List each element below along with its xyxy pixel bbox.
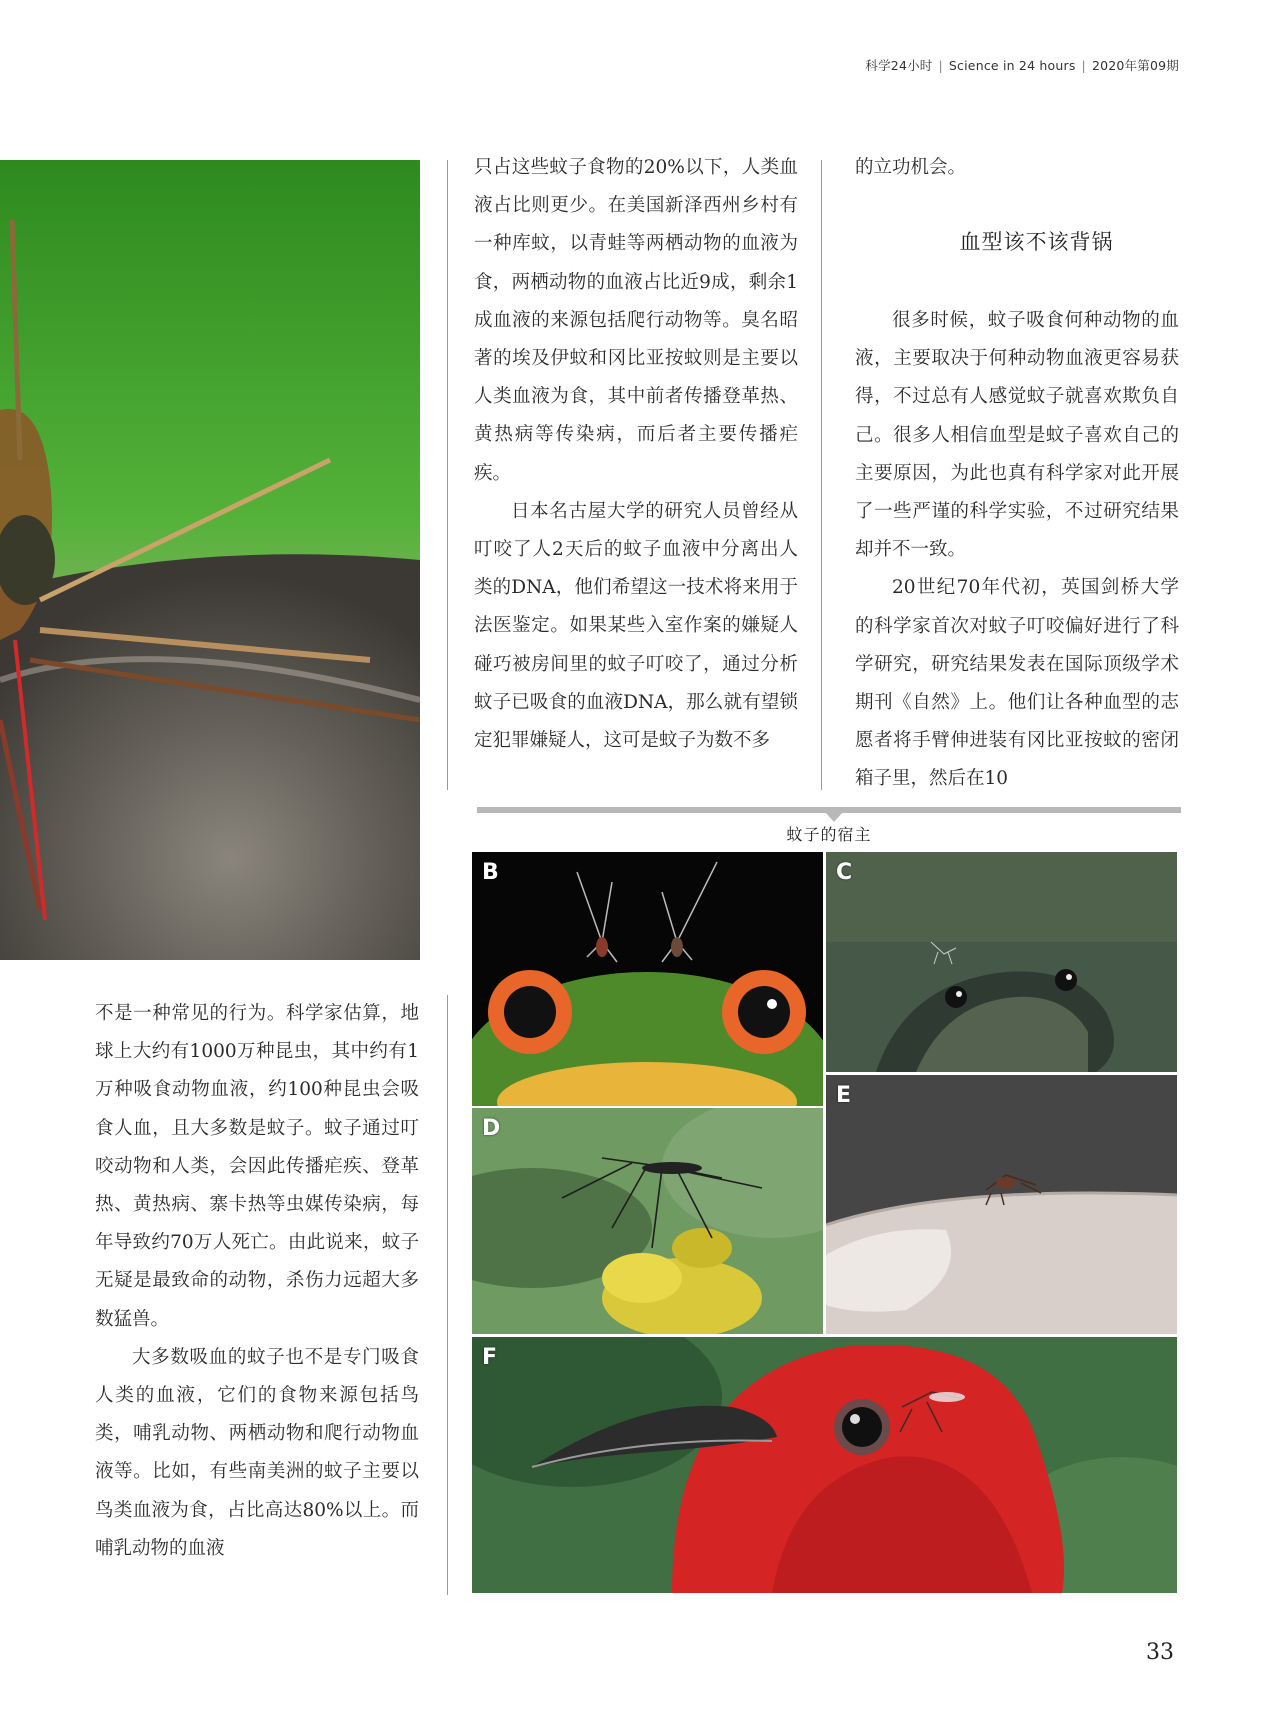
panel-f-bird-photo — [472, 1337, 1177, 1593]
right-text-column — [855, 302, 1179, 799]
middle-paragraph-2: 日本名古屋大学的研究人员曾经从叮咬了人2天后的蚊子血液中分离出人类的DNA，他们希望这一技术将来用于法医鉴定。如果某些入室作案的嫌疑人碰巧被房间里的蚊子叮咬了，通过分析蚊子已吸食的血液DNA，那么就有望锁定犯罪嫌疑人，这可是蚊子为数不多 — [474, 500, 798, 752]
caption-notch — [825, 812, 843, 822]
panel-b-label: B — [482, 860, 499, 885]
magazine-english-name: Science in 24 hours — [948, 58, 1076, 73]
column-divider-mid — [447, 160, 448, 790]
panel-e-finger-photo — [826, 1075, 1177, 1334]
middle-paragraph-1: 只占这些蚊子食物的20%以下，人类血液占比则更少。在美国新泽西州乡村有一种库蚊，以青蛙等两栖动物的血液为食，两栖动物的血液占比近9成，剩余1成血液的来源包括爬行动物等。臭名昭著的埃及伊蚊和冈比亚按蚊则是主要以人类血液为食，其中前者传播登革热、黄热病等传染病，而后者主要传播疟疾。 — [474, 157, 798, 484]
panel-d-label: D — [482, 1116, 501, 1141]
right-text-column-top — [855, 149, 1179, 187]
magazine-name: 科学24小时 — [865, 58, 933, 73]
page-number: 33 — [1146, 1640, 1174, 1665]
right-paragraph-0: 的立功机会。 — [855, 157, 967, 178]
panel-d-flower-photo — [472, 1108, 823, 1334]
left-paragraph-1: 不是一种常见的行为。科学家估算，地球上大约有1000万种昆虫，其中约有1万种吸食动物血液，约100种昆虫会吸食人血，且大多数是蚊子。蚊子通过叮咬动物和人类，会因此传播疟疾、登革热、黄热病、寨卡热等虫媒传染病，每年导致约70万人死亡。由此说来，蚊子无疑是最致命的动物，杀伤力远超大多数猛兽。 — [95, 1003, 419, 1330]
panel-c-snake-photo — [826, 852, 1177, 1072]
column-divider-right — [821, 160, 822, 790]
section-title: 血型该不该背锅 — [959, 230, 1114, 254]
right-paragraph-1: 很多时候，蚊子吸食何种动物的血液，主要取决于何种动物血液更容易获得，不过总有人感觉蚊子就喜欢欺负自己。很多人相信血型是蚊子喜欢自己的主要原因，为此也真有科学家对此开展了一些严谨的科学实验，不过研究结果却并不一致。 — [855, 310, 1179, 561]
running-header: 科学24小时 | Science in 24 hours | 2020年第09期 — [865, 58, 1179, 73]
middle-text-column — [474, 149, 798, 760]
right-paragraph-2: 20世纪70年代初，英国剑桥大学的科学家首次对蚊子叮咬偏好进行了科学研究，研究结果发表在国际顶级学术期刊《自然》上。他们让各种血型的志愿者将手臂伸进装有冈比亚按蚊的密闭箱子里，然后在10 — [855, 577, 1179, 790]
panel-f-label: F — [482, 1345, 498, 1370]
column-divider-left — [447, 995, 448, 1595]
panel-e-label: E — [836, 1083, 852, 1108]
left-text-column — [95, 995, 419, 1568]
panel-b-frog-photo — [472, 852, 823, 1106]
panel-c-label: C — [836, 860, 853, 885]
issue-label: 2020年第09期 — [1091, 58, 1179, 73]
left-paragraph-2: 大多数吸血的蚊子也不是专门吸食人类的血液，它们的食物来源包括鸟类，哺乳动物、两栖动物和爬行动物血液等。比如，有些南美洲的蚊子主要以鸟类血液为食，占比高达80%以上。而哺乳动物的血液 — [95, 1346, 419, 1559]
mosquito-closeup-photo — [0, 160, 420, 960]
figure-caption: 蚊子的宿主 — [786, 825, 872, 844]
